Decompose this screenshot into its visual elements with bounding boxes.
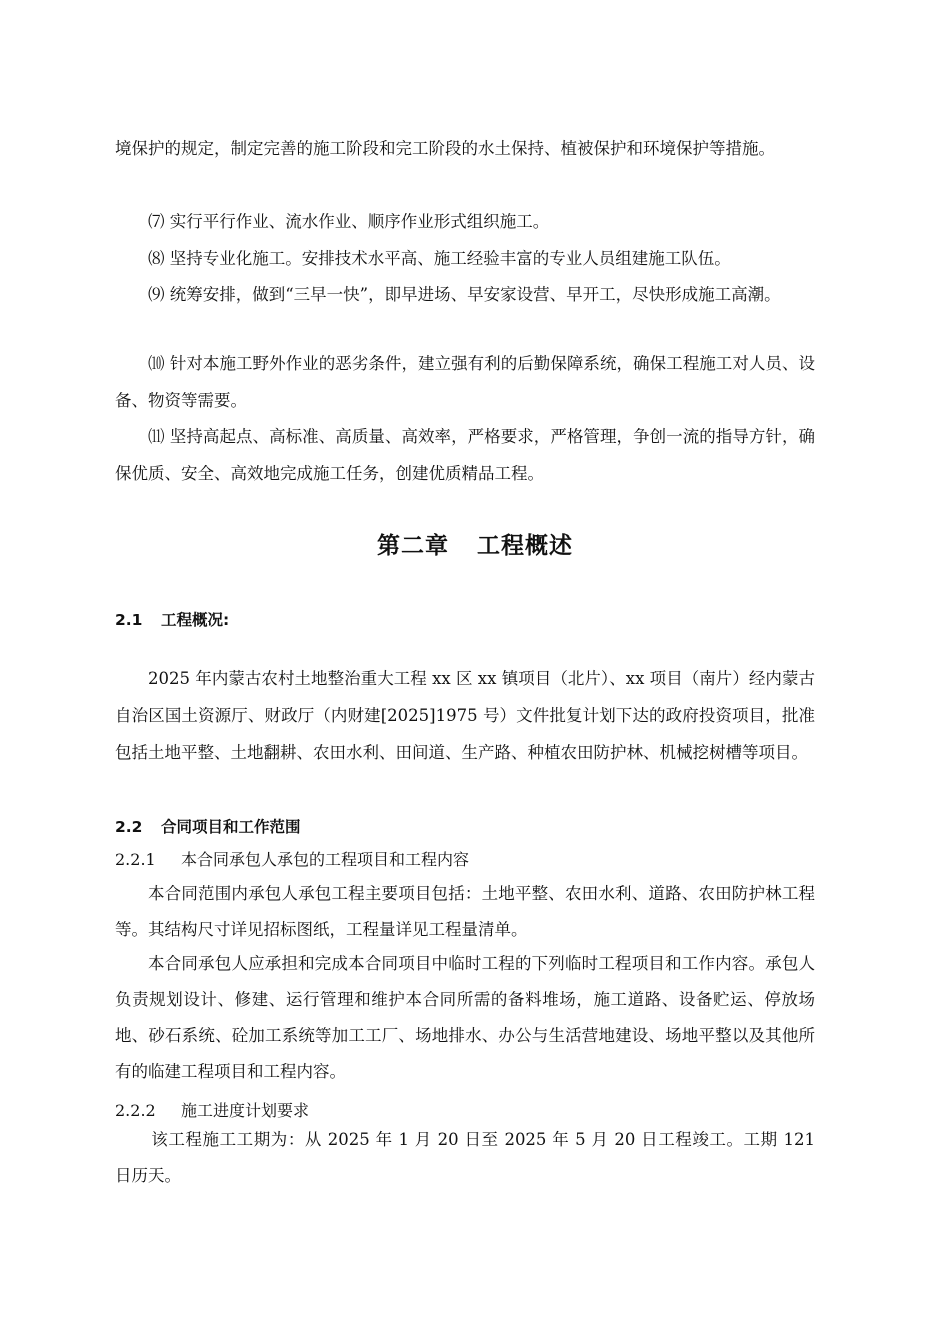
- section-heading-2-1: [115, 608, 229, 630]
- subsection-heading-2-2-1: [115, 847, 469, 870]
- paragraph-item-10: ⑽ 针对本施工野外作业的恶劣条件，建立强有利的后勤保障系统，确保工程施工对人员、设备、物资等需要。: [115, 354, 815, 410]
- paragraph-project-overview: 2025 年内蒙古农村土地整治重大工程 xx 区 xx 镇项目（北片）、xx 项目（南片）经内蒙古自治区国土资源厅、财政厅（内财建[2025]1975 号）文件批复计划下达的政府投资项目，批准包括土地平整、土地翻耕、农田水利、田间道、生产路、种植农田防护林、机械挖树槽等项目。: [115, 669, 815, 762]
- chapter-number: 第二章: [377, 533, 449, 559]
- subsection-title: 施工进度计划要求: [181, 1101, 310, 1120]
- paragraph-env-protection: 境保护的规定，制定完善的施工阶段和完工阶段的水土保持、植被保护和环境保护等措施。: [115, 139, 775, 158]
- section-title: 工程概况:: [161, 611, 230, 629]
- section-title: 合同项目和工作范围: [161, 818, 301, 836]
- subsection-number: 2.2.1: [115, 850, 156, 869]
- paragraph-item-9: ⑼ 统筹安排，做到“三早一快”，即早进场、早安家设营、早开工，尽快形成施工高潮。: [148, 285, 781, 304]
- chapter-heading: [0, 527, 950, 560]
- section-number: 2.2: [115, 818, 143, 836]
- section-heading-2-2: [115, 815, 301, 837]
- paragraph-schedule: 该工程施工工期为：从 2025 年 1 月 20 日至 2025 年 5 月 20 日工程竣工。工期 121 日历天。: [115, 1130, 815, 1185]
- subsection-title: 本合同承包人承包的工程项目和工程内容: [181, 850, 470, 869]
- subsection-number: 2.2.2: [115, 1101, 156, 1120]
- paragraph-item-8: ⑻ 坚持专业化施工。安排技术水平高、施工经验丰富的专业人员组建施工队伍。: [148, 249, 731, 268]
- paragraph-item-11: ⑾ 坚持高起点、高标准、高质量、高效率，严格要求，严格管理，争创一流的指导方针，确保优质、安全、高效地完成施工任务，创建优质精品工程。: [115, 427, 815, 483]
- paragraph-temporary-works: 本合同承包人应承担和完成本合同项目中临时工程的下列临时工程项目和工作内容。承包人负责规划设计、修建、运行管理和维护本合同所需的备料堆场，施工道路、设备贮运、停放场地、砂石系统、砼加工系统等加工工厂、场地排水、办公与生活营地建设、场地平整以及其他所有的临建工程项目和工程内容。: [115, 954, 815, 1081]
- section-number: 2.1: [115, 611, 143, 629]
- paragraph-contract-scope: 本合同范围内承包人承包工程主要项目包括：土地平整、农田水利、道路、农田防护林工程等。其结构尺寸详见招标图纸，工程量详见工程量清单。: [115, 884, 815, 939]
- paragraph-item-7: ⑺ 实行平行作业、流水作业、顺序作业形式组织施工。: [148, 212, 550, 231]
- subsection-heading-2-2-2: [115, 1098, 309, 1121]
- chapter-title: 工程概述: [477, 533, 573, 559]
